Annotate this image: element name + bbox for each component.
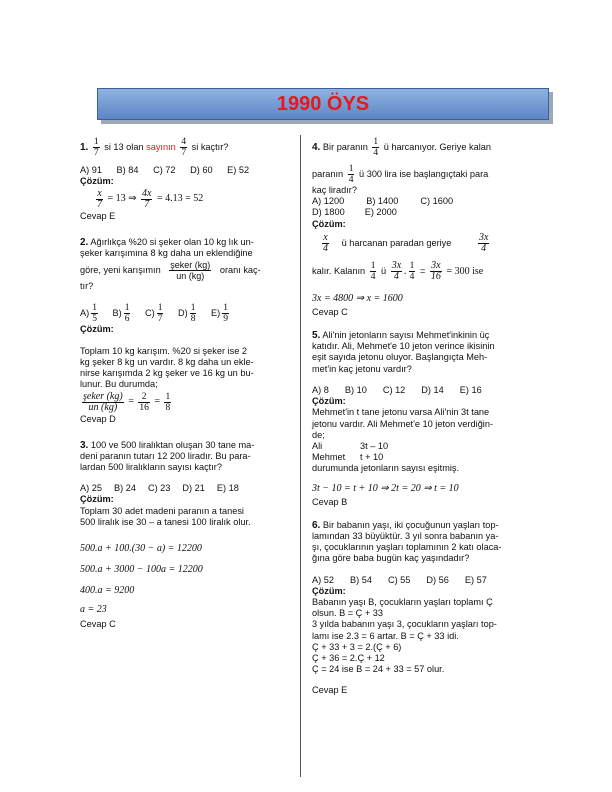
answer: Cevap C bbox=[80, 618, 116, 629]
option: A) 91 bbox=[80, 165, 102, 175]
solution-label: Çözüm: bbox=[312, 396, 346, 407]
solution-line: $\frac{x}{4}$ ü harcanan paradan geriye $\frac{3x}{4}$ bbox=[323, 231, 489, 254]
solution-text: lunur. Bu durumda; bbox=[80, 379, 158, 390]
question-5 bbox=[312, 330, 530, 508]
solution-text: Mehmet'in t tane jetonu varsa Ali'nin 3t tane bbox=[312, 407, 490, 418]
question-text: eşit sayıda jetonu oluyor. Başlangıçta Meh- bbox=[312, 352, 488, 363]
highlight-text: sayının bbox=[146, 142, 176, 152]
solution-text: jetonu vardır. Ali Mehmet'e 10 jeton verdiğin- bbox=[312, 418, 494, 429]
question-text: lamından 33 büyüktür. 3 yıl sonra babanın ya- bbox=[312, 530, 499, 541]
solution-equation: 3t − 10 = t + 10 ⇒ 2t = 20 ⇒ t = 10 bbox=[312, 482, 459, 494]
question-text: deni paranın tutarı 12 200 liradır. Bu para- bbox=[80, 450, 251, 461]
solution-text: 3 yılda babanın yaşı 3, çocukların yaşları top- bbox=[312, 619, 497, 630]
question-text: ü harcanıyor. Geriye kalan bbox=[383, 142, 491, 152]
question-text: Ağırlıkça %20 si şeker olan 10 kg lık un- bbox=[90, 236, 254, 247]
solution-equation: 500.a + 100.(30 − a) = 12200 bbox=[80, 542, 202, 554]
options: A) $\frac{1}{5}$ B) $\frac{1}{6}$ C) $\frac{1}{7}$ D) $\frac{1}{8}$ E) $\frac{1}{9}$ bbox=[80, 303, 228, 325]
question-text: kaç liradır? bbox=[312, 185, 357, 196]
question-text: şı, çocuklarının yaşları toplamının 2 katı olaca- bbox=[312, 542, 502, 553]
question-text: tır? bbox=[80, 281, 94, 292]
column-divider bbox=[300, 135, 301, 777]
question-3 bbox=[80, 440, 285, 631]
solution-text: Ç + 33 + 3 = 2.(Ç + 6) bbox=[312, 641, 402, 652]
solution-text: Ç = 24 ise B = 24 + 33 = 57 olur. bbox=[312, 664, 445, 675]
solution-label: Çözüm: bbox=[80, 324, 114, 335]
solution-text: Ç + 36 = 2.Ç + 12 bbox=[312, 652, 385, 663]
question-text: Bir babanın yaşı, iki çocuğunun yaşları top- bbox=[322, 519, 499, 530]
question-text: Bir paranın bbox=[322, 142, 368, 152]
option: C) 72 bbox=[153, 165, 176, 175]
solution-text: de; bbox=[312, 429, 325, 440]
solution-equation: 500.a + 3000 − 100a = 12200 bbox=[80, 563, 203, 575]
options: A) 25 B) 24 C) 23 D) 21 E) 18 bbox=[80, 483, 239, 494]
solution-label: Çözüm: bbox=[312, 585, 346, 596]
solution-equation: a = 23 bbox=[80, 603, 107, 615]
question-number: 5. bbox=[312, 330, 321, 342]
question-text: met'in kaç jetonu vardır? bbox=[312, 363, 412, 374]
solution-text: kg şeker 8 kg un vardır. 8 kg daha un ekle- bbox=[80, 356, 254, 367]
answer: Cevap D bbox=[80, 414, 116, 425]
solution-text: lamı ise 2.3 = 6 artar. B = Ç + 33 idi. bbox=[312, 630, 459, 641]
question-text: lardan 500 liralıkların sayısı kaçtır? bbox=[80, 461, 222, 472]
question-text: katıdır. Ali, Mehmet'e 10 jeton verince ikisinin bbox=[312, 341, 495, 352]
question-number: 1. bbox=[80, 142, 89, 153]
question-text: Ali'nin jetonların sayısı Mehmet'inkinin üç bbox=[322, 330, 490, 341]
right-column bbox=[312, 136, 530, 707]
solution-label: Çözüm: bbox=[80, 494, 114, 505]
option: D) 60 bbox=[190, 165, 213, 175]
title-banner bbox=[97, 88, 549, 120]
solution-equation: $\frac{\text{şeker (kg)}}{un (kg)}$ = $\frac{2}{16}$ = $\frac{1}{8}$ bbox=[83, 390, 171, 413]
solution-equation: 400.a = 9200 bbox=[80, 584, 135, 596]
options: A) 52 B) 54 C) 55 D) 56 E) 57 bbox=[312, 574, 487, 585]
solution-equation: 3x = 4800 ⇒ x = 1600 bbox=[312, 292, 403, 304]
answer: Cevap C bbox=[312, 306, 348, 317]
question-text: 100 ve 500 liralıktan oluşan 30 tane ma- bbox=[90, 439, 255, 450]
question-6 bbox=[312, 520, 530, 697]
question-text: göre, yeni karışımın bbox=[80, 265, 161, 276]
question-text: şeker karışımına 8 kg daha un eklendiğine bbox=[80, 247, 253, 258]
question-text: oranı kaç- bbox=[219, 265, 261, 276]
solution-text: Toplam 30 adet madeni paranın a tanesi bbox=[80, 505, 244, 516]
left-column bbox=[80, 136, 285, 640]
option: E) 52 bbox=[227, 165, 250, 175]
option: B) 84 bbox=[116, 165, 139, 175]
solution-label: Çözüm: bbox=[312, 218, 346, 229]
options: A) 1200 B) 1400 C) 1600 bbox=[312, 196, 454, 207]
solution-label: Çözüm: bbox=[80, 176, 114, 187]
question-text: ü 300 lira ise başlangıçtaki para bbox=[359, 169, 489, 179]
solution-row: Ali 3t – 10 bbox=[312, 440, 389, 451]
question-text: ğına göre baba bugün kaç yaşındadır? bbox=[312, 553, 470, 564]
answer: Cevap B bbox=[312, 496, 348, 507]
solution-text: nirse karışımda 2 kg şeker ve 16 kg un bu- bbox=[80, 367, 254, 378]
question-text: si 13 olan bbox=[104, 142, 144, 152]
page-title: 1990 ÖYS bbox=[276, 93, 370, 115]
question-text: paranın bbox=[312, 169, 344, 179]
options: D) 1800 E) 2000 bbox=[312, 207, 397, 218]
question-4: 4. Bir paranın $\frac{1}{4}$ ü harcanıyor. Geriye kalan paranın $\frac{1}{4}$ ü 300 lira ise başlangıçtaki para kaç liradır? A) 1200 B) 1400 C) 1600 D) 1800 E) 2000 Çözüm: $\frac{x}{4}$ ü harcanan paradan geriye $\frac{3x}{4}$ kalır. Kalanın $\frac{1}{4}$ ü $\frac{3x}{4}$ . $\frac{1}{4}$ = $\frac{3x}{16}$ = 300 ise 3x = 4800 ⇒ x = 1600 Cevap C bbox=[312, 136, 530, 318]
fraction: $\frac{\text{şeker (kg)}}{un (kg)}$ bbox=[170, 260, 211, 282]
answer: Cevap E bbox=[312, 685, 348, 696]
question-number: 3. bbox=[80, 439, 89, 451]
question-number: 6. bbox=[312, 519, 321, 531]
options bbox=[80, 165, 285, 176]
question-2 bbox=[80, 237, 285, 426]
solution-text: olsun. B = Ç + 33 bbox=[312, 608, 383, 619]
question-1 bbox=[80, 136, 285, 223]
solution-text: durumunda jetonların sayısı eşitmiş. bbox=[312, 463, 460, 474]
solution-text: 500 liralık ise 30 – a tanesi 100 liralık olur. bbox=[80, 516, 251, 527]
options: A) 8 B) 10 C) 12 D) 14 E) 16 bbox=[312, 384, 482, 395]
question-number: 4. bbox=[312, 142, 321, 153]
solution-equation: $\frac{x}{7}$ = 13 ⇒ $\frac{4x}{7}$ = 4.13 = 52 bbox=[97, 187, 204, 210]
answer: Cevap E bbox=[80, 211, 116, 222]
solution-row: Mehmet t + 10 bbox=[312, 452, 384, 463]
question-text: si kaçtır? bbox=[191, 142, 229, 152]
solution-line: kalır. Kalanın $\frac{1}{4}$ ü $\frac{3x}{4}$ . $\frac{1}{4}$ = $\frac{3x}{16}$ = 300 ise bbox=[312, 259, 484, 282]
solution-text: Babanın yaşı B, çocukların yaşları toplamı Ç bbox=[312, 596, 493, 607]
question-number: 2. bbox=[80, 236, 89, 248]
fraction: $\frac{4}{7}$ bbox=[181, 137, 187, 159]
solution-text: Toplam 10 kg karışım. %20 si şeker ise 2 bbox=[80, 345, 247, 356]
fraction: $\frac{1}{7}$ bbox=[93, 137, 99, 159]
